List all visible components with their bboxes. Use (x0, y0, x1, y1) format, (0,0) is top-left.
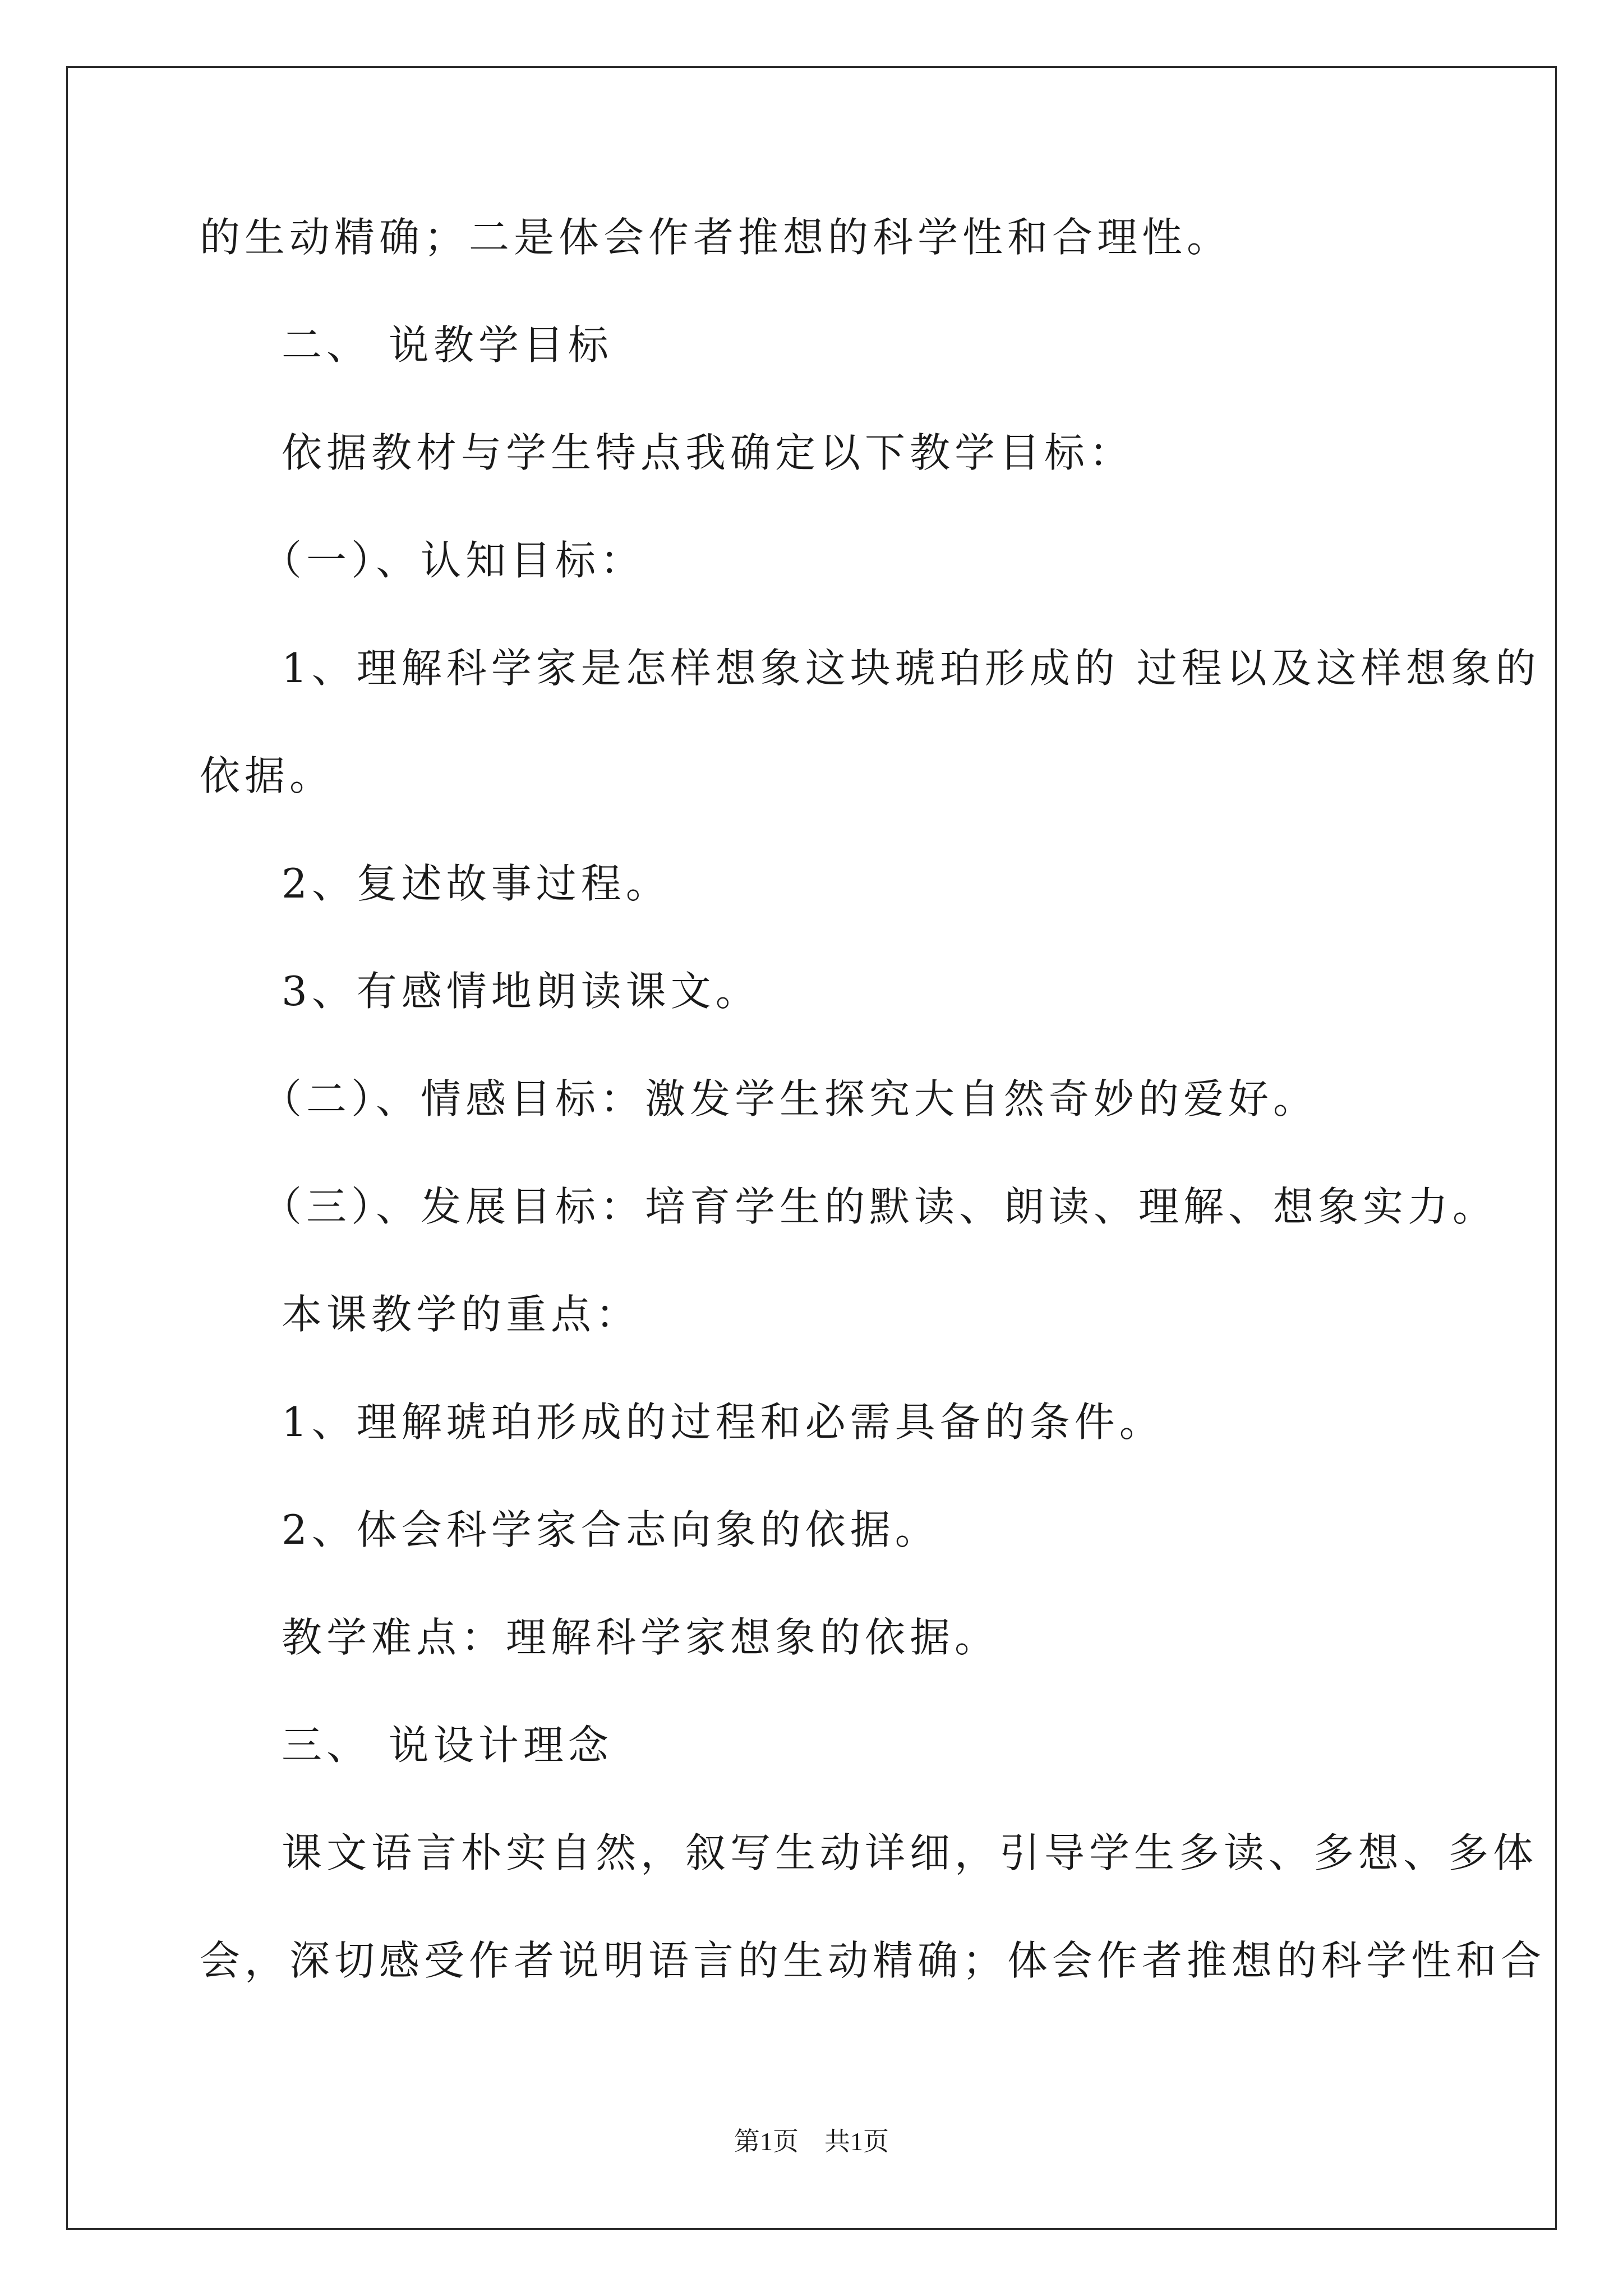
list-item: 3、有感情地朗读课文。 (282, 968, 760, 1015)
page-number-current: 第1页 (734, 2127, 799, 2156)
section-heading: 二、 说教学目标 (282, 321, 613, 369)
page-number-total: 共1页 (824, 2127, 889, 2156)
list-item: 2、体会科学家合志向象的依据。 (282, 1506, 940, 1553)
paragraph-line: 的生动精确；二是体会作者推想的科学性和合理性。 (200, 214, 1232, 261)
sub-heading: （一）、认知目标： (261, 537, 645, 584)
document-body (200, 213, 1546, 1985)
sub-heading: （三）、发展目标：培育学生的默读、朗读、理解、想象实力。 (261, 1183, 1498, 1230)
paragraph-line: 依据教材与学生特点我确定以下教学目标： (282, 429, 1135, 476)
page-footer (0, 2126, 1623, 2157)
section-heading: 三、 说设计理念 (282, 1722, 613, 1769)
paragraph-line: 教学难点：理解科学家想象的依据。 (282, 1614, 1000, 1661)
paragraph-line: 本课教学的重点： (282, 1291, 641, 1338)
sub-heading: （二）、情感目标：激发学生探究大自然奇妙的爱好。 (261, 1075, 1318, 1122)
list-item: 1、理解科学家是怎样想象这块琥珀形成的 过程以及这样想象的 (282, 645, 1541, 692)
list-item: 2、复述故事过程。 (282, 860, 671, 907)
list-item-continuation: 依据。 (200, 752, 335, 799)
list-item: 1、理解琥珀形成的过程和必需具备的条件。 (282, 1398, 1164, 1446)
paragraph-line: 会，深切感受作者说明语言的生动精确；体会作者推想的科学性和合 (200, 1937, 1546, 1984)
paragraph-line: 课文语言朴实自然，叙写生动详细，引导学生多读、多想、多体 (282, 1829, 1538, 1876)
